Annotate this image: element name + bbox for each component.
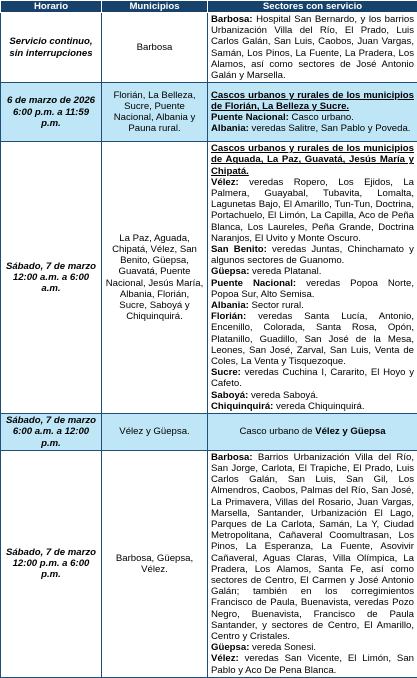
sectores-cell (208, 450, 417, 677)
sector-line (211, 367, 414, 389)
sector-label: Saboyá: (211, 390, 248, 401)
sectores-cell (208, 13, 417, 83)
sector-line (211, 244, 414, 266)
horario-cell: Sábado, 7 de marzo 12:00 p.m. a 6:00 p.m. (1, 450, 102, 677)
table-row (1, 450, 417, 677)
sector-text: veredas Santa Lucía, Antonio, Encenillo, Colorada, Santa Rosa, Opón, Platanillo, Guadillo, San José de la Mesa, Leones, San José, Zarval, San Luis, Venta de Coles, La Venta y Tisquezoque. (211, 311, 414, 367)
sector-line (211, 278, 414, 300)
sector-text: Casco urbano. (289, 112, 354, 123)
horario-cell: Servicio continuo, sin interrupciones (1, 13, 102, 83)
sector-line (211, 426, 414, 437)
sector-heading: Cascos urbanos y rurales de los municipios de Aguada, La Paz, Guavatá, Jesús María y Chipatá. (211, 143, 414, 177)
sector-text: veredas Cuchina I, Cararito, El Hoyo y Cafeto. (211, 367, 414, 389)
sector-label: Güepsa: (211, 642, 249, 653)
sectores-cell (208, 142, 417, 414)
header-sectores: Sectores con servicio (208, 1, 417, 13)
table-row (1, 142, 417, 414)
sector-text: Casco urbano de (239, 426, 315, 437)
sector-text: vereda Platanal. (249, 266, 321, 277)
sector-text: vereda Chiquinquirá. (273, 401, 364, 412)
table-row (1, 414, 417, 451)
sector-text: Sector rural. (249, 300, 304, 311)
sector-label: Florián: (211, 311, 246, 322)
sector-text: Hospital San Bernardo, y los barrios Urbanización Villa del Río, El Prado, Luis Carlos Galán, San Luis, Caobos, Juan Vargas, Samán, Los Pinos, La Fuente, La Pradera, Los Alamos, así como sectores de José Antonio Galán y Marsella. (211, 14, 414, 81)
municipios-cell: Vélez y Güepsa. (102, 414, 208, 451)
municipios-cell: Barbosa, Güepsa, Vélez. (102, 450, 208, 677)
sectores-cell (208, 83, 417, 142)
sector-label: Puente Nacional: (211, 112, 289, 123)
header-municipios: Municipios (102, 1, 208, 13)
sector-text: vereda Saboyá. (248, 390, 318, 401)
sector-label: Albania: (211, 123, 249, 134)
sector-label: Vélez: (211, 653, 239, 664)
municipios-cell: Florián, La Belleza, Sucre, Puente Nacional, Albania y Pauna rural. (102, 83, 208, 142)
sector-text: veredas Popoa Norte, Popoa Sur, Alto Semisa. (211, 278, 414, 300)
sector-label: San Benito: (211, 244, 267, 255)
sector-label: Barbosa: (211, 14, 253, 25)
sector-line (211, 401, 414, 412)
sector-label: Vélez: (211, 177, 239, 188)
municipios-cell: La Paz, Aguada, Chipatá, Vélez, San Benito, Güepsa, Guavatá, Puente Nacional, Jesús María, Albania, Florián, Sucre, Saboyá y Chiquinquirá. (102, 142, 208, 414)
table-row (1, 83, 417, 142)
sector-text: veredas San Vicente, El Limón, San Pablo y Aco De Pena Blanca. (211, 653, 414, 675)
header-row (1, 1, 417, 13)
sector-text: veredas Salitre, San Pablo y Poveda. (249, 123, 411, 134)
sector-line (211, 452, 414, 642)
sector-line (211, 177, 414, 244)
sector-line (211, 653, 414, 675)
sectores-cell (208, 414, 417, 451)
sector-line (211, 14, 414, 81)
sector-line (211, 390, 414, 401)
sector-line (211, 300, 414, 311)
horario-cell: Sábado, 7 de marzo 12:00 a.m. a 6:00 a.m. (1, 142, 102, 414)
sector-line (211, 311, 414, 367)
header-horario: Horario (1, 1, 102, 13)
sector-label: Barbosa: (211, 452, 253, 463)
sector-text: vereda Sonesi. (249, 642, 316, 653)
sector-text: veredas Juntas, Chinchamato y algunos sectores de Guanomo. (211, 244, 414, 266)
sector-label: Sucre: (211, 367, 241, 378)
sector-line (211, 266, 414, 277)
sector-line (211, 112, 414, 123)
sector-text: veredas Ropero, Los Ejidos, La Palmera, Guayabal, Tubavita, Lomalta, Lagunetas Bajo, El Amarillo, Tun-Tun, Doctrina, Portachuelo, El Limón, La Capilla, Aco de Peña Blanca, Los Laureles, Peña Grande, Doctrina Naranjos, El Uvito y Monte Oscuro. (211, 177, 414, 244)
sector-line (211, 642, 414, 653)
municipios-cell: Barbosa (102, 13, 208, 83)
sector-label: Vélez y Güepsa (315, 426, 385, 437)
sector-line (211, 123, 414, 134)
horario-cell: Sábado, 7 de marzo 6:00 a.m. a 12:00 p.m. (1, 414, 102, 451)
table-body (1, 13, 417, 678)
sector-label: Puente Nacional: (211, 278, 296, 289)
sector-label: Güepsa: (211, 266, 249, 277)
sector-heading: Cascos urbanos y rurales de los municipios de Florián, La Belleza y Sucre. (211, 90, 414, 112)
horario-cell: 6 de marzo de 2026 6:00 p.m. a 11:59 p.m. (1, 83, 102, 142)
sector-text: Barrios Urbanización Villa del Río, San Jorge, Carlota, El Trapiche, El Prado, Luis Carlos Galán, San Luis, San Gil, Los Almendros, Caobos, Palmas del Río, San José, La Primavera, Villas del Rosario, Juan Vargas, Marsella, Santander, Urbanización El Lago, Parques de La Carlota, Samán, La Y, Ciudad Metropolitana, Cañaveral Coomultrasan, Los Pinos, La Esperanza, La Fuente, Asovivir Cañaveral, Aguas Claras, Villa Olímpica, La Pradera, Los Alamos, Santa Fe, así como sectores de Centro, El Carmen y José Antonio Galán; también en los corregimientos Francisco de Paula, Buenavista, veredas Pozo Negro, Buenavista, Francisco de Paula Santander, y sectores de Centro, El Amarillo, Centro y Cristales. (211, 452, 414, 642)
sector-label: Albania: (211, 300, 249, 311)
table-row (1, 13, 417, 83)
sector-label: Chiquinquirá: (211, 401, 273, 412)
